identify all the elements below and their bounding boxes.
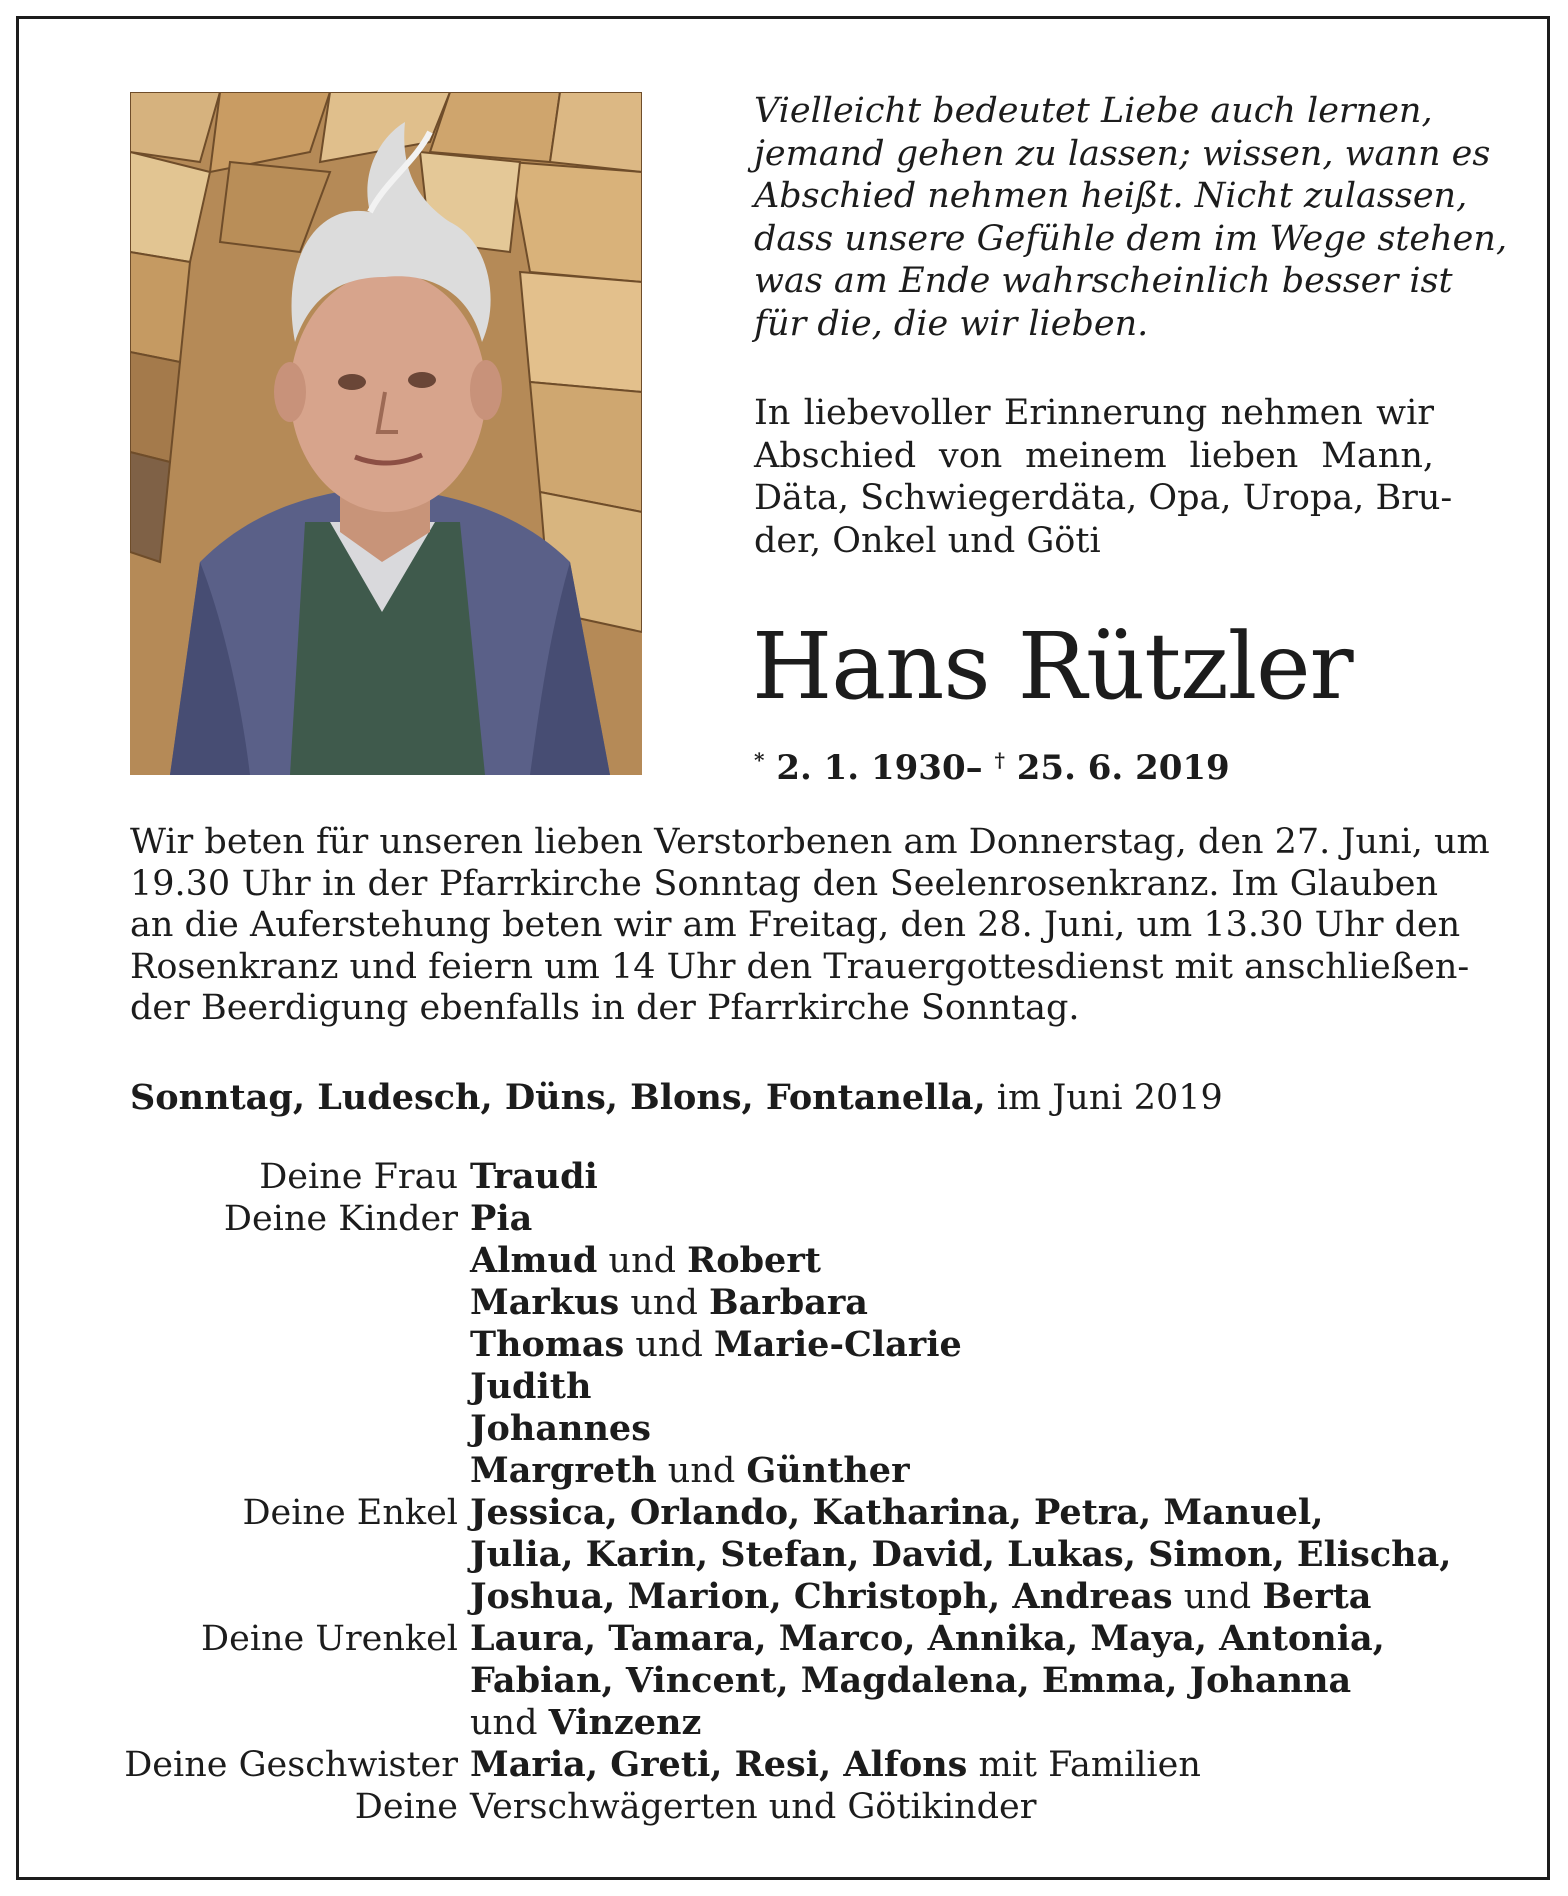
family-name: Joshua, Marion, Christoph, Andreas (470, 1576, 1173, 1617)
family-names (470, 1408, 1480, 1450)
family-name: Barbara (709, 1282, 868, 1323)
family-row (100, 1450, 1480, 1492)
connector-text: und (597, 1241, 688, 1281)
family-relation (100, 1366, 470, 1408)
family-row (100, 1324, 1480, 1366)
poem-line: Abschied nehmen heißt. Nicht zulassen, (754, 176, 1468, 216)
family-row (100, 1534, 1480, 1576)
birth-mark: * (754, 748, 765, 772)
family-relation: Deine Enkel (242, 1493, 458, 1533)
service-announcement (130, 822, 1490, 1030)
family-names (470, 1198, 1480, 1240)
death-date: 25. 6. 2019 (1016, 748, 1230, 788)
connector-text: Verschwägerten und Götikinder (470, 1787, 1037, 1827)
family-name: Julia, Karin, Stefan, David, Lukas, Simon, Elischa, (470, 1534, 1452, 1575)
family-relation: Deine Geschwister (124, 1745, 458, 1785)
announcement-line: Rosenkranz und feiern um 14 Uhr den Trauergottesdienst mit anschließen- (130, 946, 1470, 987)
family-row (100, 1744, 1480, 1786)
family-relation: Deine (354, 1787, 458, 1827)
family-relation (100, 1450, 470, 1492)
family-name: Maria, Greti, Resi, Alfons (470, 1744, 968, 1785)
connector-text: und (1172, 1577, 1263, 1617)
family-relation (100, 1660, 470, 1702)
family-relation (100, 1702, 470, 1744)
family-names (470, 1450, 1480, 1492)
family-row (100, 1198, 1480, 1240)
memory-text (754, 392, 1453, 562)
family-row (100, 1240, 1480, 1282)
poem-line: Vielleicht bedeutet Liebe auch lernen, (754, 91, 1433, 131)
family-name: Thomas (470, 1324, 625, 1365)
family-name: Jessica, Orlando, Katharina, Petra, Manuel, (470, 1492, 1324, 1533)
places-date: im Juni 2019 (985, 1078, 1223, 1118)
family-names (470, 1156, 1480, 1198)
connector-text: mit Familien (967, 1745, 1201, 1785)
family-row (100, 1702, 1480, 1744)
family-name: Johannes (470, 1408, 651, 1449)
connector-text: und (619, 1283, 710, 1323)
family-name: Berta (1262, 1576, 1372, 1617)
family-row (100, 1618, 1480, 1660)
family-row (100, 1282, 1480, 1324)
portrait-photo (130, 92, 642, 775)
family-names (470, 1534, 1480, 1576)
family-name: Markus (470, 1282, 620, 1323)
poem-line: jemand gehen zu lassen; wissen, wann es (754, 133, 1491, 174)
family-relation (100, 1282, 470, 1324)
family-names (470, 1366, 1480, 1408)
poem-quote (754, 90, 1508, 345)
family-name: Robert (687, 1240, 821, 1281)
family-name: Laura, Tamara, Marco, Annika, Maya, Antonia, (470, 1618, 1385, 1659)
family-name: Günther (746, 1450, 910, 1491)
family-relation: Deine Urenkel (201, 1619, 458, 1659)
birth-date: 2. 1. 1930 (776, 748, 966, 788)
family-names (470, 1324, 1480, 1366)
places-bold: Sonntag, Ludesch, Düns, Blons, Fontanella, (130, 1077, 986, 1118)
date-separator: – (965, 748, 983, 788)
family-name: Marie-Clarie (714, 1324, 962, 1365)
memory-line: Abschied von meinem lieben Mann, (754, 435, 1434, 476)
memory-line: In liebevoller Erinnerung nehmen wir (754, 393, 1434, 433)
family-row (100, 1492, 1480, 1534)
announcement-line: 19.30 Uhr in der Pfarrkirche Sonntag den Seelenrosenkranz. Im Glauben (130, 863, 1438, 904)
family-names (470, 1786, 1480, 1828)
deceased-name: Hans Rützler (752, 613, 1353, 720)
family-name: Traudi (470, 1156, 598, 1197)
family-name: Vinzenz (548, 1702, 702, 1743)
family-list (100, 1156, 1480, 1828)
family-names (470, 1492, 1480, 1534)
connector-text: und (656, 1451, 747, 1491)
family-row (100, 1366, 1480, 1408)
places-line (130, 1076, 1223, 1120)
family-relation (100, 1240, 470, 1282)
family-names (470, 1744, 1480, 1786)
family-name: Margreth (470, 1450, 657, 1491)
family-name: Almud (470, 1240, 598, 1281)
family-row (100, 1408, 1480, 1450)
family-relation: Deine Frau (259, 1157, 458, 1197)
family-row (100, 1156, 1480, 1198)
family-row (100, 1576, 1480, 1618)
family-relation (100, 1324, 470, 1366)
connector-text: und (624, 1325, 715, 1365)
family-name: Fabian, Vincent, Magdalena, Emma, Johanna (470, 1660, 1352, 1701)
family-row (100, 1660, 1480, 1702)
poem-line: was am Ende wahrscheinlich besser ist (754, 261, 1453, 301)
family-relation: Deine Kinder (223, 1199, 458, 1239)
family-name: Judith (470, 1366, 592, 1407)
memory-line: Däta, Schwiegerdäta, Opa, Uropa, Bru- (754, 478, 1453, 518)
memory-line: der, Onkel und Göti (754, 520, 1101, 561)
family-name: Pia (470, 1198, 533, 1239)
family-names (470, 1282, 1480, 1324)
death-mark: † (994, 748, 1005, 772)
life-dates (754, 738, 1230, 790)
announcement-line: der Beerdigung ebenfalls in der Pfarrkirche Sonntag. (130, 988, 1080, 1028)
family-relation (100, 1408, 470, 1450)
poem-line: dass unsere Gefühle dem im Wege stehen, (754, 218, 1508, 259)
connector-text: und (470, 1703, 549, 1743)
announcement-line: Wir beten für unseren lieben Verstorbenen am Donnerstag, den 27. Juni, um (130, 822, 1490, 862)
family-names (470, 1618, 1480, 1660)
family-row (100, 1786, 1480, 1828)
announcement-line: an die Auferstehung beten wir am Freitag, den 28. Juni, um 13.30 Uhr den (130, 905, 1461, 945)
poem-line: für die, die wir lieben. (754, 303, 1149, 344)
family-names (470, 1576, 1480, 1618)
family-names (470, 1702, 1480, 1744)
family-relation (100, 1534, 470, 1576)
family-names (470, 1660, 1480, 1702)
family-names (470, 1240, 1480, 1282)
family-relation (100, 1576, 470, 1618)
